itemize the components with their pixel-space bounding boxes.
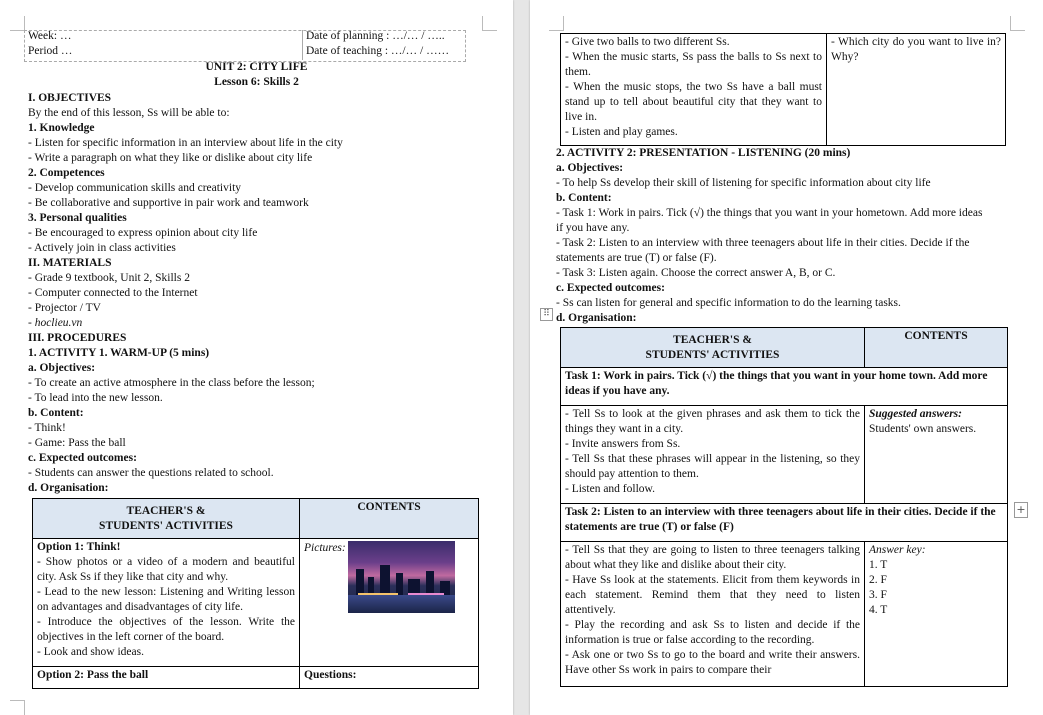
cell-text: - Introduce the objectives of the lesson. Write the objectives in the left corner of the board. [37, 616, 295, 643]
table-header-cell [33, 499, 300, 539]
text-line: - Projector / TV [28, 302, 101, 314]
cell-text: - When the music stops, the two Ss have a ball must stand up to tell about beautiful city that they want to live in. [565, 81, 822, 123]
text-line: if you have any. [556, 222, 630, 234]
option-title: Option 1: Think! [37, 541, 121, 553]
header-text: CONTENTS [904, 330, 968, 342]
cell-text: - Show photos or a video of a modern and beautiful city. Ask Ss if they like that city and why. [37, 556, 295, 583]
table-cell [33, 539, 300, 667]
answers-label: Suggested answers: [869, 408, 962, 420]
cell-text: - Give two balls to two different Ss. [565, 36, 730, 48]
table-cell [865, 542, 1008, 687]
page-corner-mark [1010, 16, 1025, 31]
text-line: - Students can answer the questions related to school. [28, 467, 274, 479]
presentation-table [560, 327, 1008, 687]
questions-label: Questions: [300, 667, 479, 689]
subheading: d. Organisation: [28, 482, 109, 494]
cell-text: - Listen and follow. [565, 483, 655, 495]
text-line: - Task 1: Work in pairs. Tick (√) the things that you want in your hometown. Add more ideas [556, 207, 983, 219]
subheading: 2. Competences [28, 167, 105, 179]
warmup-table-continued [560, 33, 1006, 146]
cell-text: - Have Ss look at the statements. Elicit from them keywords in each statement. Remind them that they need to listen attentively. [565, 574, 860, 616]
city-night-photo [348, 541, 455, 613]
table-header-cell [865, 328, 1008, 368]
answer-item: 3. F [869, 589, 887, 601]
text-line: - Listen for specific information in an interview about life in the city [28, 137, 343, 149]
lesson-title: Lesson 6: Skills 2 [214, 76, 299, 88]
document-page-right [530, 0, 1043, 715]
cell-text: - Look and show ideas. [37, 646, 144, 658]
cell-text: - Tell Ss that they are going to listen to three teenagers talking about what they like and dislike about their city. [565, 544, 860, 571]
answer-key-label: Answer key: [869, 544, 926, 556]
date-planning: Date of planning : …/… / ….. [306, 30, 445, 42]
task-title: Task 1: Work in pairs. Tick (√) the things that you want in your home town. Add more ideas if you have any. [561, 368, 1008, 406]
add-row-plus-icon[interactable]: + [1014, 502, 1028, 518]
answer-item: 2. F [869, 574, 887, 586]
text-line: - Develop communication skills and creativity [28, 182, 242, 194]
text-line: - Grade 9 textbook, Unit 2, Skills 2 [28, 272, 190, 284]
text-line: - Task 2: Listen to an interview with three teenagers about life in their cities. Decide if the [556, 237, 970, 249]
subheading: a. Objectives: [556, 162, 624, 174]
document-page-left [0, 0, 513, 715]
table-move-handle-icon[interactable]: ⠿ [540, 308, 553, 321]
text-line: - Actively join in class activities [28, 242, 176, 254]
page-corner-mark [10, 700, 25, 715]
text-line: - Be encouraged to express opinion about city life [28, 227, 258, 239]
table-cell [300, 539, 479, 667]
subheading: b. Content: [556, 192, 612, 204]
text-line: statements are true (T) or false (F). [556, 252, 717, 264]
answer-item: 4. T [869, 604, 888, 616]
cell-text: - When the music starts, Ss pass the balls to Ss next to them. [565, 51, 822, 78]
table-cell [561, 542, 865, 687]
text-line: - hoclieu.vn [28, 317, 83, 329]
section-heading: I. OBJECTIVES [28, 92, 112, 104]
week-label: Week: … [28, 30, 72, 42]
text-line: - Be collaborative and supportive in pair work and teamwork [28, 197, 309, 209]
table-cell [865, 406, 1008, 504]
subheading: 3. Personal qualities [28, 212, 127, 224]
text-line: - Write a paragraph on what they like or dislike about city life [28, 152, 313, 164]
answer-item: 1. T [869, 559, 888, 571]
text-line: By the end of this lesson, Ss will be able to: [28, 107, 230, 119]
text-line: - Task 3: Listen again. Choose the correct answer A, B, or C. [556, 267, 836, 279]
option-title: Option 2: Pass the ball [33, 667, 300, 689]
subheading: c. Expected outcomes: [28, 452, 137, 464]
warmup-table [32, 498, 479, 689]
cell-text: Students' own answers. [869, 423, 977, 435]
subheading: b. Content: [28, 407, 84, 419]
cell-text: - Invite answers from Ss. [565, 438, 681, 450]
table-cell: - Which city do you want to live in? Why? [827, 34, 1006, 146]
activity-heading: 2. ACTIVITY 2: PRESENTATION - LISTENING (20 mins) [556, 147, 851, 159]
unit-title: UNIT 2: CITY LIFE [205, 61, 308, 73]
cell-text: - Lead to the new lesson: Listening and Writing lesson on advantages and disadvantages of city life. [37, 586, 295, 613]
cell-text: - Tell Ss to look at the given phrases and ask them to tick the things they want in a city. [565, 408, 860, 435]
page-corner-mark [482, 16, 497, 31]
period-label: Period … [28, 45, 73, 57]
text-line: - To help Ss develop their skill of listening for specific information about city life [556, 177, 931, 189]
cell-text: - Tell Ss that these phrases will appear in the listening, so they should pay attention to them. [565, 453, 860, 480]
text-line: - Think! [28, 422, 66, 434]
header-text: TEACHER'S & [126, 504, 206, 517]
table-cell [561, 34, 827, 146]
text-line: - To create an active atmosphere in the class before the lesson; [28, 377, 315, 389]
cell-text: - Listen and play games. [565, 126, 678, 138]
table-cell [561, 406, 865, 504]
table-header-cell [561, 328, 865, 368]
section-heading: II. MATERIALS [28, 257, 112, 269]
activity-heading: 1. ACTIVITY 1. WARM-UP (5 mins) [28, 347, 210, 359]
task-title: Task 2: Listen to an interview with three teenagers about life in their cities. Decide if the statements are true (T) or false (F) [561, 504, 1008, 542]
table-header-cell [300, 499, 479, 539]
page-corner-mark [10, 16, 25, 31]
page-corner-mark [549, 16, 564, 31]
cell-text: - Play the recording and ask Ss to listen and decide if the information is true or false according to the recording. [565, 619, 860, 646]
text-line: - To lead into the new lesson. [28, 392, 163, 404]
header-text: CONTENTS [357, 501, 421, 513]
subheading: 1. Knowledge [28, 122, 95, 134]
section-heading: III. PROCEDURES [28, 332, 127, 344]
header-divider [302, 30, 303, 60]
text-line: - Ss can listen for general and specific information to do the learning tasks. [556, 297, 901, 309]
subheading: c. Expected outcomes: [556, 282, 665, 294]
header-text: STUDENTS' ACTIVITIES [99, 519, 233, 532]
text-line: - Game: Pass the ball [28, 437, 126, 449]
date-teaching: Date of teaching : …/… / …… [306, 45, 450, 57]
cell-text: - Ask one or two Ss to go to the board and write their answers. Have other Ss work in pairs to compare their [565, 649, 860, 676]
header-text: STUDENTS' ACTIVITIES [645, 348, 780, 361]
subheading: a. Objectives: [28, 362, 96, 374]
pictures-label: Pictures: [304, 542, 346, 554]
text-line: - Computer connected to the Internet [28, 287, 198, 299]
header-text: TEACHER'S & [673, 333, 752, 346]
subheading: d. Organisation: [556, 312, 637, 324]
